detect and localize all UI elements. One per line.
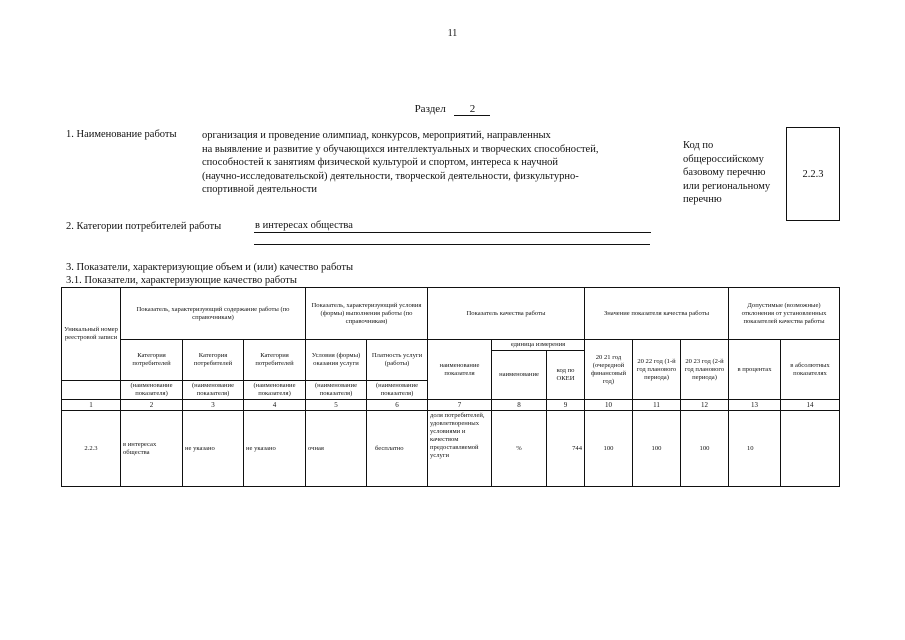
- header-absolute: в абсолютных показателях: [781, 340, 840, 400]
- work-name-line: спортивной деятельности: [202, 184, 318, 195]
- cell-value-3: 100: [681, 411, 729, 487]
- code-label-line: общероссийскому: [683, 153, 764, 165]
- header-unique: Уникальный номер реестровой записи: [62, 288, 121, 381]
- col-number: 6: [367, 400, 428, 411]
- table-row: [62, 411, 840, 487]
- header-row-groups: [62, 288, 840, 340]
- code-value: 2.2.3: [802, 168, 824, 180]
- col-number: 8: [492, 400, 547, 411]
- cell-unit: %: [492, 411, 547, 487]
- header-forms: Условия (формы) оказания услуги: [306, 340, 367, 381]
- col-number: 10: [585, 400, 633, 411]
- header-unit-name: наименование: [492, 351, 547, 400]
- code-label-line: Код по: [683, 140, 714, 151]
- header-quality-group: Показатель качества работы: [428, 288, 585, 340]
- code-value-box: [786, 127, 840, 221]
- cell-category-2: не указано: [183, 411, 244, 487]
- caption-1: (наименование показателя): [121, 381, 183, 400]
- code-label-line: или региональному: [683, 180, 771, 192]
- header-row-units: [62, 340, 840, 351]
- code-label-line: базовому перечню: [683, 167, 766, 178]
- column-numbers-row: [62, 400, 840, 411]
- header-year-3: 20 23 год (2-й год планового периода): [681, 340, 729, 400]
- consumers-label: 2. Категории потребителей работы: [66, 221, 222, 232]
- col-number: 13: [729, 400, 781, 411]
- cell-percent: 10: [729, 411, 781, 487]
- work-name-line: организация и проведение олимпиад, конкурсов, мероприятий, направленных: [202, 130, 551, 141]
- indicators-title: 3. Показатели, характеризующие объем и (или) качество работы: [66, 262, 354, 273]
- col-number: 11: [633, 400, 681, 411]
- work-name-line: способностей к занятиям физической культурой и спортом, интереса к научной: [202, 157, 559, 168]
- col-number: 3: [183, 400, 244, 411]
- cell-paid: бесплатно: [367, 411, 428, 487]
- indicators-subtitle: 3.1. Показатели, характеризующие качество работы: [66, 275, 297, 286]
- work-name-line: на выявление и развитие у обучающихся интеллектуальных и творческих способностей,: [202, 143, 599, 155]
- section-label: Раздел: [414, 103, 446, 115]
- work-name-text: [202, 129, 632, 197]
- col-number: 14: [781, 400, 840, 411]
- cell-category-3: не указано: [244, 411, 306, 487]
- header-deviation-group: Допустимые (возможные) отклонения от установленных показателей качества работы: [729, 288, 840, 340]
- header-unique-cont: [62, 381, 121, 400]
- header-year-2: 20 22 год (1-й год планового периода): [633, 340, 681, 400]
- col-number: 1: [62, 400, 121, 411]
- col-number: 5: [306, 400, 367, 411]
- header-category-3: Категория потребителей: [244, 340, 306, 381]
- header-unit-group: единица измерения: [492, 340, 585, 351]
- cell-unique: 2.2.3: [62, 411, 121, 487]
- page-number: 11: [447, 28, 458, 39]
- consumers-blank-line: [254, 244, 650, 245]
- code-label-line: перечню: [683, 194, 722, 205]
- header-value-group: Значение показателя качества работы: [585, 288, 729, 340]
- section-number: 2: [454, 103, 490, 116]
- cell-indicator: доля потребителей, удовлетворенных условиями и качеством предоставляемой услуги: [428, 411, 492, 487]
- header-conditions-group: Показатель, характеризующий условия (формы) выполнения работы (по справочникам): [306, 288, 428, 340]
- caption-5: (наименование показателя): [367, 381, 428, 400]
- caption-4: (наименование показателя): [306, 381, 367, 400]
- work-name-line: (научно-исследовательской) деятельности, творческой деятельности, физкультурно-: [202, 170, 579, 182]
- consumers-value: в интересах общества: [254, 219, 651, 233]
- section-heading: [0, 103, 905, 116]
- work-name-label: 1. Наименование работы: [66, 129, 177, 140]
- col-number: 12: [681, 400, 729, 411]
- cell-value-1: 100: [585, 411, 633, 487]
- header-category-1: Категория потребителей: [121, 340, 183, 381]
- cell-absolute: [781, 411, 840, 487]
- col-number: 7: [428, 400, 492, 411]
- header-percent: в процентах: [729, 340, 781, 400]
- cell-category-1: в интересах общества: [121, 411, 183, 487]
- col-number: 4: [244, 400, 306, 411]
- header-okei: код по ОКЕИ: [547, 351, 585, 400]
- cell-okei: 744: [547, 411, 585, 487]
- col-number: 2: [121, 400, 183, 411]
- caption-3: (наименование показателя): [244, 381, 306, 400]
- col-number: 9: [547, 400, 585, 411]
- caption-2: (наименование показателя): [183, 381, 244, 400]
- header-indicator-name: наименование показателя: [428, 340, 492, 400]
- header-content-group: Показатель, характеризующий содержание работы (по справочникам): [121, 288, 306, 340]
- cell-value-2: 100: [633, 411, 681, 487]
- quality-indicators-table: [61, 287, 840, 487]
- header-year-1: 20 21 год (очередной финансовый год): [585, 340, 633, 400]
- header-category-2: Категория потребителей: [183, 340, 244, 381]
- code-label: [683, 139, 793, 207]
- cell-form: очная: [306, 411, 367, 487]
- header-paid: Платность услуги (работы): [367, 340, 428, 381]
